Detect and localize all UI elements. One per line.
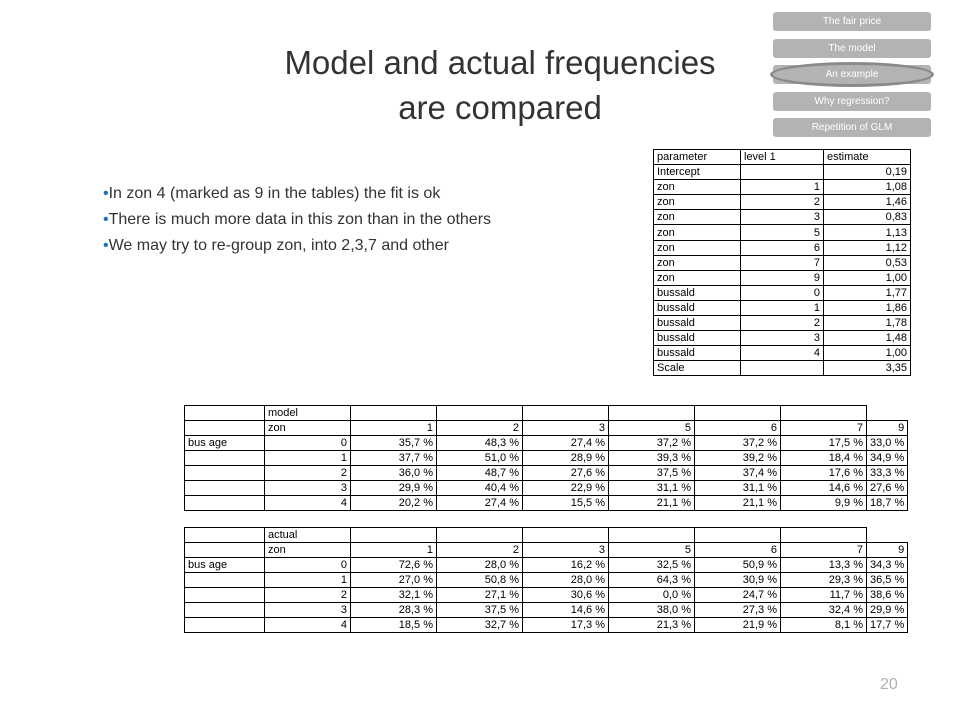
nav-item-1[interactable]: The model (773, 39, 931, 58)
nav-item-4[interactable]: Repetition of GLM (773, 118, 931, 137)
frequency-cell: 9,9 % (781, 496, 867, 511)
frequency-cell: 50,9 % (695, 558, 781, 573)
nav-item-2[interactable]: An example (773, 65, 931, 84)
table-row (654, 225, 911, 240)
table-cell: 1 (741, 180, 824, 195)
frequency-cell: 14,6 % (523, 603, 609, 618)
frequency-cell: 28,0 % (523, 573, 609, 588)
table-row (654, 180, 911, 195)
frequency-cell: 8,1 % (781, 618, 867, 633)
frequency-cell: 24,7 % (695, 588, 781, 603)
frequency-cell: 0,0 % (609, 588, 695, 603)
empty-cell (609, 406, 695, 421)
table-cell: 1,46 (824, 195, 911, 210)
frequency-cell: 38,6 % (867, 588, 908, 603)
frequency-cell: 17,7 % (867, 618, 908, 633)
bus-age-cell: 1 (265, 573, 351, 588)
frequency-cell: 37,5 % (437, 603, 523, 618)
frequency-cell: 18,4 % (781, 451, 867, 466)
zone-header-cell: 9 (867, 421, 908, 436)
table-row (185, 603, 908, 618)
frequency-cell: 35,7 % (351, 436, 437, 451)
zone-header-row (185, 543, 908, 558)
zone-header-cell: 3 (523, 543, 609, 558)
table-cell: 1,00 (824, 270, 911, 285)
bus-age-cell: 2 (265, 466, 351, 481)
frequency-cell: 27,4 % (437, 496, 523, 511)
table-cell: 2 (741, 195, 824, 210)
table-cell (741, 165, 824, 180)
table-cell: bussald (654, 331, 741, 346)
frequency-cell: 29,3 % (781, 573, 867, 588)
empty-cell (523, 406, 609, 421)
frequency-cell: 50,8 % (437, 573, 523, 588)
zone-header-cell: 1 (351, 421, 437, 436)
table-cell: bussald (654, 316, 741, 331)
empty-cell (185, 618, 265, 633)
bullet-dot-icon: • (103, 185, 109, 202)
empty-cell (781, 528, 867, 543)
header-cell: estimate (824, 150, 911, 165)
frequency-cell: 14,6 % (781, 481, 867, 496)
frequency-cell: 28,0 % (437, 558, 523, 573)
frequency-cell: 21,1 % (609, 496, 695, 511)
header-cell: level 1 (741, 150, 824, 165)
frequency-cell: 27,4 % (523, 436, 609, 451)
zone-header-cell: 6 (695, 543, 781, 558)
table-cell: 3 (741, 331, 824, 346)
frequency-cell: 64,3 % (609, 573, 695, 588)
header-cell: parameter (654, 150, 741, 165)
bus-age-cell: 0 (265, 558, 351, 573)
empty-cell (437, 528, 523, 543)
table-cell: zon (654, 255, 741, 270)
table-row (654, 346, 911, 361)
frequency-cell: 21,3 % (609, 618, 695, 633)
table-cell: 1,08 (824, 180, 911, 195)
bullet-item (103, 234, 528, 258)
frequency-cell: 27,0 % (351, 573, 437, 588)
table-header-row (654, 150, 911, 165)
table-row (185, 618, 908, 633)
empty-cell (185, 496, 265, 511)
zon-label-cell: zon (265, 421, 351, 436)
table-row (185, 588, 908, 603)
bus-age-cell: 0 (265, 436, 351, 451)
table-cell: zon (654, 225, 741, 240)
table-cell: bussald (654, 285, 741, 300)
frequency-cell: 40,4 % (437, 481, 523, 496)
frequency-cell: 72,6 % (351, 558, 437, 573)
empty-cell (185, 528, 265, 543)
zone-header-cell: 2 (437, 421, 523, 436)
zone-header-cell: 5 (609, 421, 695, 436)
zone-header-row (185, 421, 908, 436)
frequency-cell: 51,0 % (437, 451, 523, 466)
row-label-cell: bus age (185, 558, 265, 573)
table-row (654, 210, 911, 225)
frequency-cell: 31,1 % (609, 481, 695, 496)
frequency-cell: 32,1 % (351, 588, 437, 603)
nav-item-3[interactable]: Why regression? (773, 92, 931, 111)
zone-header-cell: 9 (867, 543, 908, 558)
table-cell: bussald (654, 346, 741, 361)
frequency-cell: 17,3 % (523, 618, 609, 633)
table-row (185, 573, 908, 588)
table-cell: 1,00 (824, 346, 911, 361)
table-row (185, 481, 908, 496)
table-cell: 1,77 (824, 285, 911, 300)
empty-cell (185, 406, 265, 421)
frequency-cell: 13,3 % (781, 558, 867, 573)
table-cell: 0,53 (824, 255, 911, 270)
frequency-cell: 37,5 % (609, 466, 695, 481)
row-label-cell: bus age (185, 436, 265, 451)
frequency-cell: 33,3 % (867, 466, 908, 481)
frequency-cell: 18,5 % (351, 618, 437, 633)
frequency-cell: 21,9 % (695, 618, 781, 633)
slide-title-line-2: are compared (398, 89, 602, 126)
table-row (654, 285, 911, 300)
table-cell: zon (654, 240, 741, 255)
table-cell: 1,12 (824, 240, 911, 255)
table-label-row (185, 528, 908, 543)
zone-header-cell: 7 (781, 421, 867, 436)
frequency-cell: 11,7 % (781, 588, 867, 603)
parameter-estimates-table (653, 149, 911, 376)
table-cell: Scale (654, 361, 741, 376)
table-cell: 4 (741, 346, 824, 361)
bus-age-cell: 4 (265, 496, 351, 511)
table-cell: zon (654, 180, 741, 195)
frequency-cell: 27,1 % (437, 588, 523, 603)
table-cell: 7 (741, 255, 824, 270)
slide-title-line-1: Model and actual frequencies (284, 44, 716, 81)
zon-label-cell: zon (265, 543, 351, 558)
table-row (654, 270, 911, 285)
bullet-text: In zon 4 (marked as 9 in the tables) the fit is ok (108, 185, 441, 202)
empty-cell (185, 588, 265, 603)
frequency-cell: 17,5 % (781, 436, 867, 451)
table-row (654, 300, 911, 315)
model-frequency-table (184, 405, 908, 511)
table-cell: zon (654, 195, 741, 210)
table-row (654, 316, 911, 331)
frequency-cell: 38,0 % (609, 603, 695, 618)
table-row (185, 466, 908, 481)
table-row (185, 451, 908, 466)
bullet-item (103, 208, 528, 232)
frequency-cell: 15,5 % (523, 496, 609, 511)
table-cell: 0,83 (824, 210, 911, 225)
frequency-cell: 32,4 % (781, 603, 867, 618)
table-row (654, 361, 911, 376)
bus-age-cell: 3 (265, 481, 351, 496)
bus-age-cell: 4 (265, 618, 351, 633)
empty-cell (185, 451, 265, 466)
table-row (185, 496, 908, 511)
table-row (185, 436, 908, 451)
section-navigation (773, 12, 931, 145)
frequency-cell: 27,3 % (695, 603, 781, 618)
frequency-cell: 36,0 % (351, 466, 437, 481)
empty-cell (185, 421, 265, 436)
frequency-cell: 29,9 % (351, 481, 437, 496)
empty-cell (185, 573, 265, 588)
table-cell: 5 (741, 225, 824, 240)
frequency-cell: 48,7 % (437, 466, 523, 481)
table-row (654, 255, 911, 270)
zone-header-cell: 3 (523, 421, 609, 436)
page-number: 20 (880, 676, 898, 693)
table-cell: 9 (741, 270, 824, 285)
empty-cell (695, 406, 781, 421)
table-cell: 3 (741, 210, 824, 225)
empty-cell (351, 528, 437, 543)
empty-cell (185, 543, 265, 558)
table-label-cell: actual (265, 528, 351, 543)
table-cell: zon (654, 270, 741, 285)
frequency-cell: 37,2 % (695, 436, 781, 451)
empty-cell (523, 528, 609, 543)
frequency-cell: 39,3 % (609, 451, 695, 466)
frequency-cell: 48,3 % (437, 436, 523, 451)
bullet-list (103, 182, 528, 260)
table-cell: 2 (741, 316, 824, 331)
table-cell: 0 (741, 285, 824, 300)
table-cell: 0,19 (824, 165, 911, 180)
frequency-cell: 36,5 % (867, 573, 908, 588)
zone-header-cell: 7 (781, 543, 867, 558)
table-row (654, 240, 911, 255)
frequency-cell: 37,4 % (695, 466, 781, 481)
frequency-cell: 28,9 % (523, 451, 609, 466)
table-cell: bussald (654, 300, 741, 315)
frequency-cell: 16,2 % (523, 558, 609, 573)
frequency-cell: 34,9 % (867, 451, 908, 466)
frequency-cell: 37,2 % (609, 436, 695, 451)
frequency-cell: 29,9 % (867, 603, 908, 618)
bus-age-cell: 3 (265, 603, 351, 618)
frequency-cell: 20,2 % (351, 496, 437, 511)
table-cell: Intercept (654, 165, 741, 180)
table-row (654, 195, 911, 210)
frequency-cell: 27,6 % (867, 481, 908, 496)
empty-cell (781, 406, 867, 421)
table-row (185, 558, 908, 573)
frequency-cell: 30,9 % (695, 573, 781, 588)
table-cell: 1,86 (824, 300, 911, 315)
table-cell: zon (654, 210, 741, 225)
table-cell (741, 361, 824, 376)
frequency-cell: 37,7 % (351, 451, 437, 466)
nav-item-0[interactable]: The fair price (773, 12, 931, 31)
frequency-cell: 34,3 % (867, 558, 908, 573)
empty-cell (609, 528, 695, 543)
zone-header-cell: 2 (437, 543, 523, 558)
frequency-cell: 22,9 % (523, 481, 609, 496)
table-label-cell: model (265, 406, 351, 421)
zone-header-cell: 1 (351, 543, 437, 558)
table-cell: 1 (741, 300, 824, 315)
frequency-cell: 18,7 % (867, 496, 908, 511)
empty-cell (185, 466, 265, 481)
table-cell: 3,35 (824, 361, 911, 376)
empty-cell (437, 406, 523, 421)
frequency-cell: 39,2 % (695, 451, 781, 466)
slide-title (190, 40, 810, 130)
table-cell: 1,13 (824, 225, 911, 240)
frequency-cell: 30,6 % (523, 588, 609, 603)
frequency-cell: 32,5 % (609, 558, 695, 573)
bullet-dot-icon: • (103, 211, 109, 228)
bullet-item (103, 182, 528, 206)
frequency-cell: 28,3 % (351, 603, 437, 618)
frequency-cell: 17,6 % (781, 466, 867, 481)
frequency-cell: 31,1 % (695, 481, 781, 496)
zone-header-cell: 6 (695, 421, 781, 436)
zone-header-cell: 5 (609, 543, 695, 558)
empty-cell (695, 528, 781, 543)
table-row (654, 165, 911, 180)
frequency-cell: 27,6 % (523, 466, 609, 481)
table-cell: 1,48 (824, 331, 911, 346)
empty-cell (185, 481, 265, 496)
bullet-text: There is much more data in this zon than in the others (108, 211, 492, 228)
table-row (654, 331, 911, 346)
frequency-cell: 21,1 % (695, 496, 781, 511)
empty-cell (185, 603, 265, 618)
bullet-text: We may try to re-group zon, into 2,3,7 and other (108, 237, 449, 254)
frequency-cell: 33,0 % (867, 436, 908, 451)
table-cell: 1,78 (824, 316, 911, 331)
frequency-cell: 32,7 % (437, 618, 523, 633)
table-cell: 6 (741, 240, 824, 255)
bus-age-cell: 1 (265, 451, 351, 466)
empty-cell (351, 406, 437, 421)
bus-age-cell: 2 (265, 588, 351, 603)
bullet-dot-icon: • (103, 237, 109, 254)
actual-frequency-table (184, 527, 908, 633)
table-label-row (185, 406, 908, 421)
